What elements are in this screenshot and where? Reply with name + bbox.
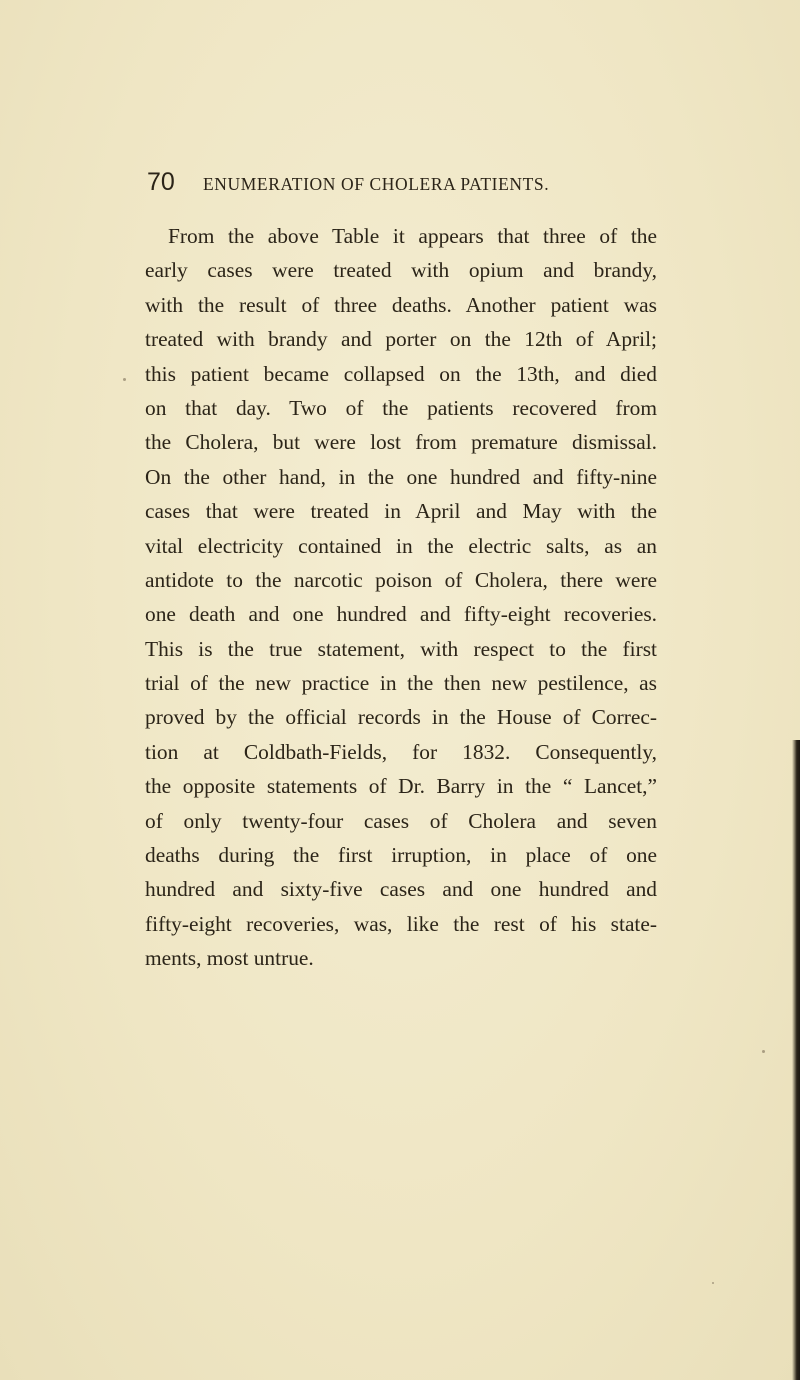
text-line: early cases were treated with opium and brandy, [145,258,657,283]
text-line: the opposite statements of Dr. Barry in the “ Lancet,” [145,774,657,799]
text-line: From the above Table it appears that three of the [168,224,657,248]
running-head: ENUMERATION OF CHOLERA PATIENTS. [203,174,550,194]
text-line: treated with brandy and porter on the 12th of April; [145,327,657,352]
text-line: fifty-eight recoveries, was, like the rest of his state- [145,911,657,936]
text-line: On the other hand, in the one hundred and fifty-nine [145,464,657,489]
text-line: cases that were treated in April and May with the [145,499,657,524]
text-line: this patient became collapsed on the 13th, and died [145,361,657,386]
text-line: tion at Coldbath-Fields, for 1832. Consequently, [145,739,657,764]
text-line: of only twenty-four cases of Cholera and seven [145,808,657,833]
paper-speck [123,378,126,381]
page-number: 70 [147,168,175,196]
text-line: proved by the official records in the House of Correc- [145,705,657,730]
text-line: on that day. Two of the patients recovered from [145,395,657,420]
text-line: one death and one hundred and fifty-eight recoveries. [145,602,657,627]
paper-speck [762,1050,765,1053]
body-paragraph [145,219,657,976]
text-line: ments, most untrue. [145,946,314,971]
text-line: vital electricity contained in the electric salts, as an [145,533,657,558]
page-edge-shadow [792,740,800,1380]
paper-speck [712,1282,714,1284]
text-line: deaths during the first irruption, in place of one [145,843,657,868]
text-line: with the result of three deaths. Another patient was [145,292,657,317]
page-header [147,168,667,198]
text-line: antidote to the narcotic poison of Cholera, there were [145,567,657,592]
text-line: This is the true statement, with respect to the first [145,636,657,661]
text-line: the Cholera, but were lost from premature dismissal. [145,430,657,455]
text-line: trial of the new practice in the then new pestilence, as [145,671,657,696]
text-line: hundred and sixty-five cases and one hundred and [145,877,657,902]
